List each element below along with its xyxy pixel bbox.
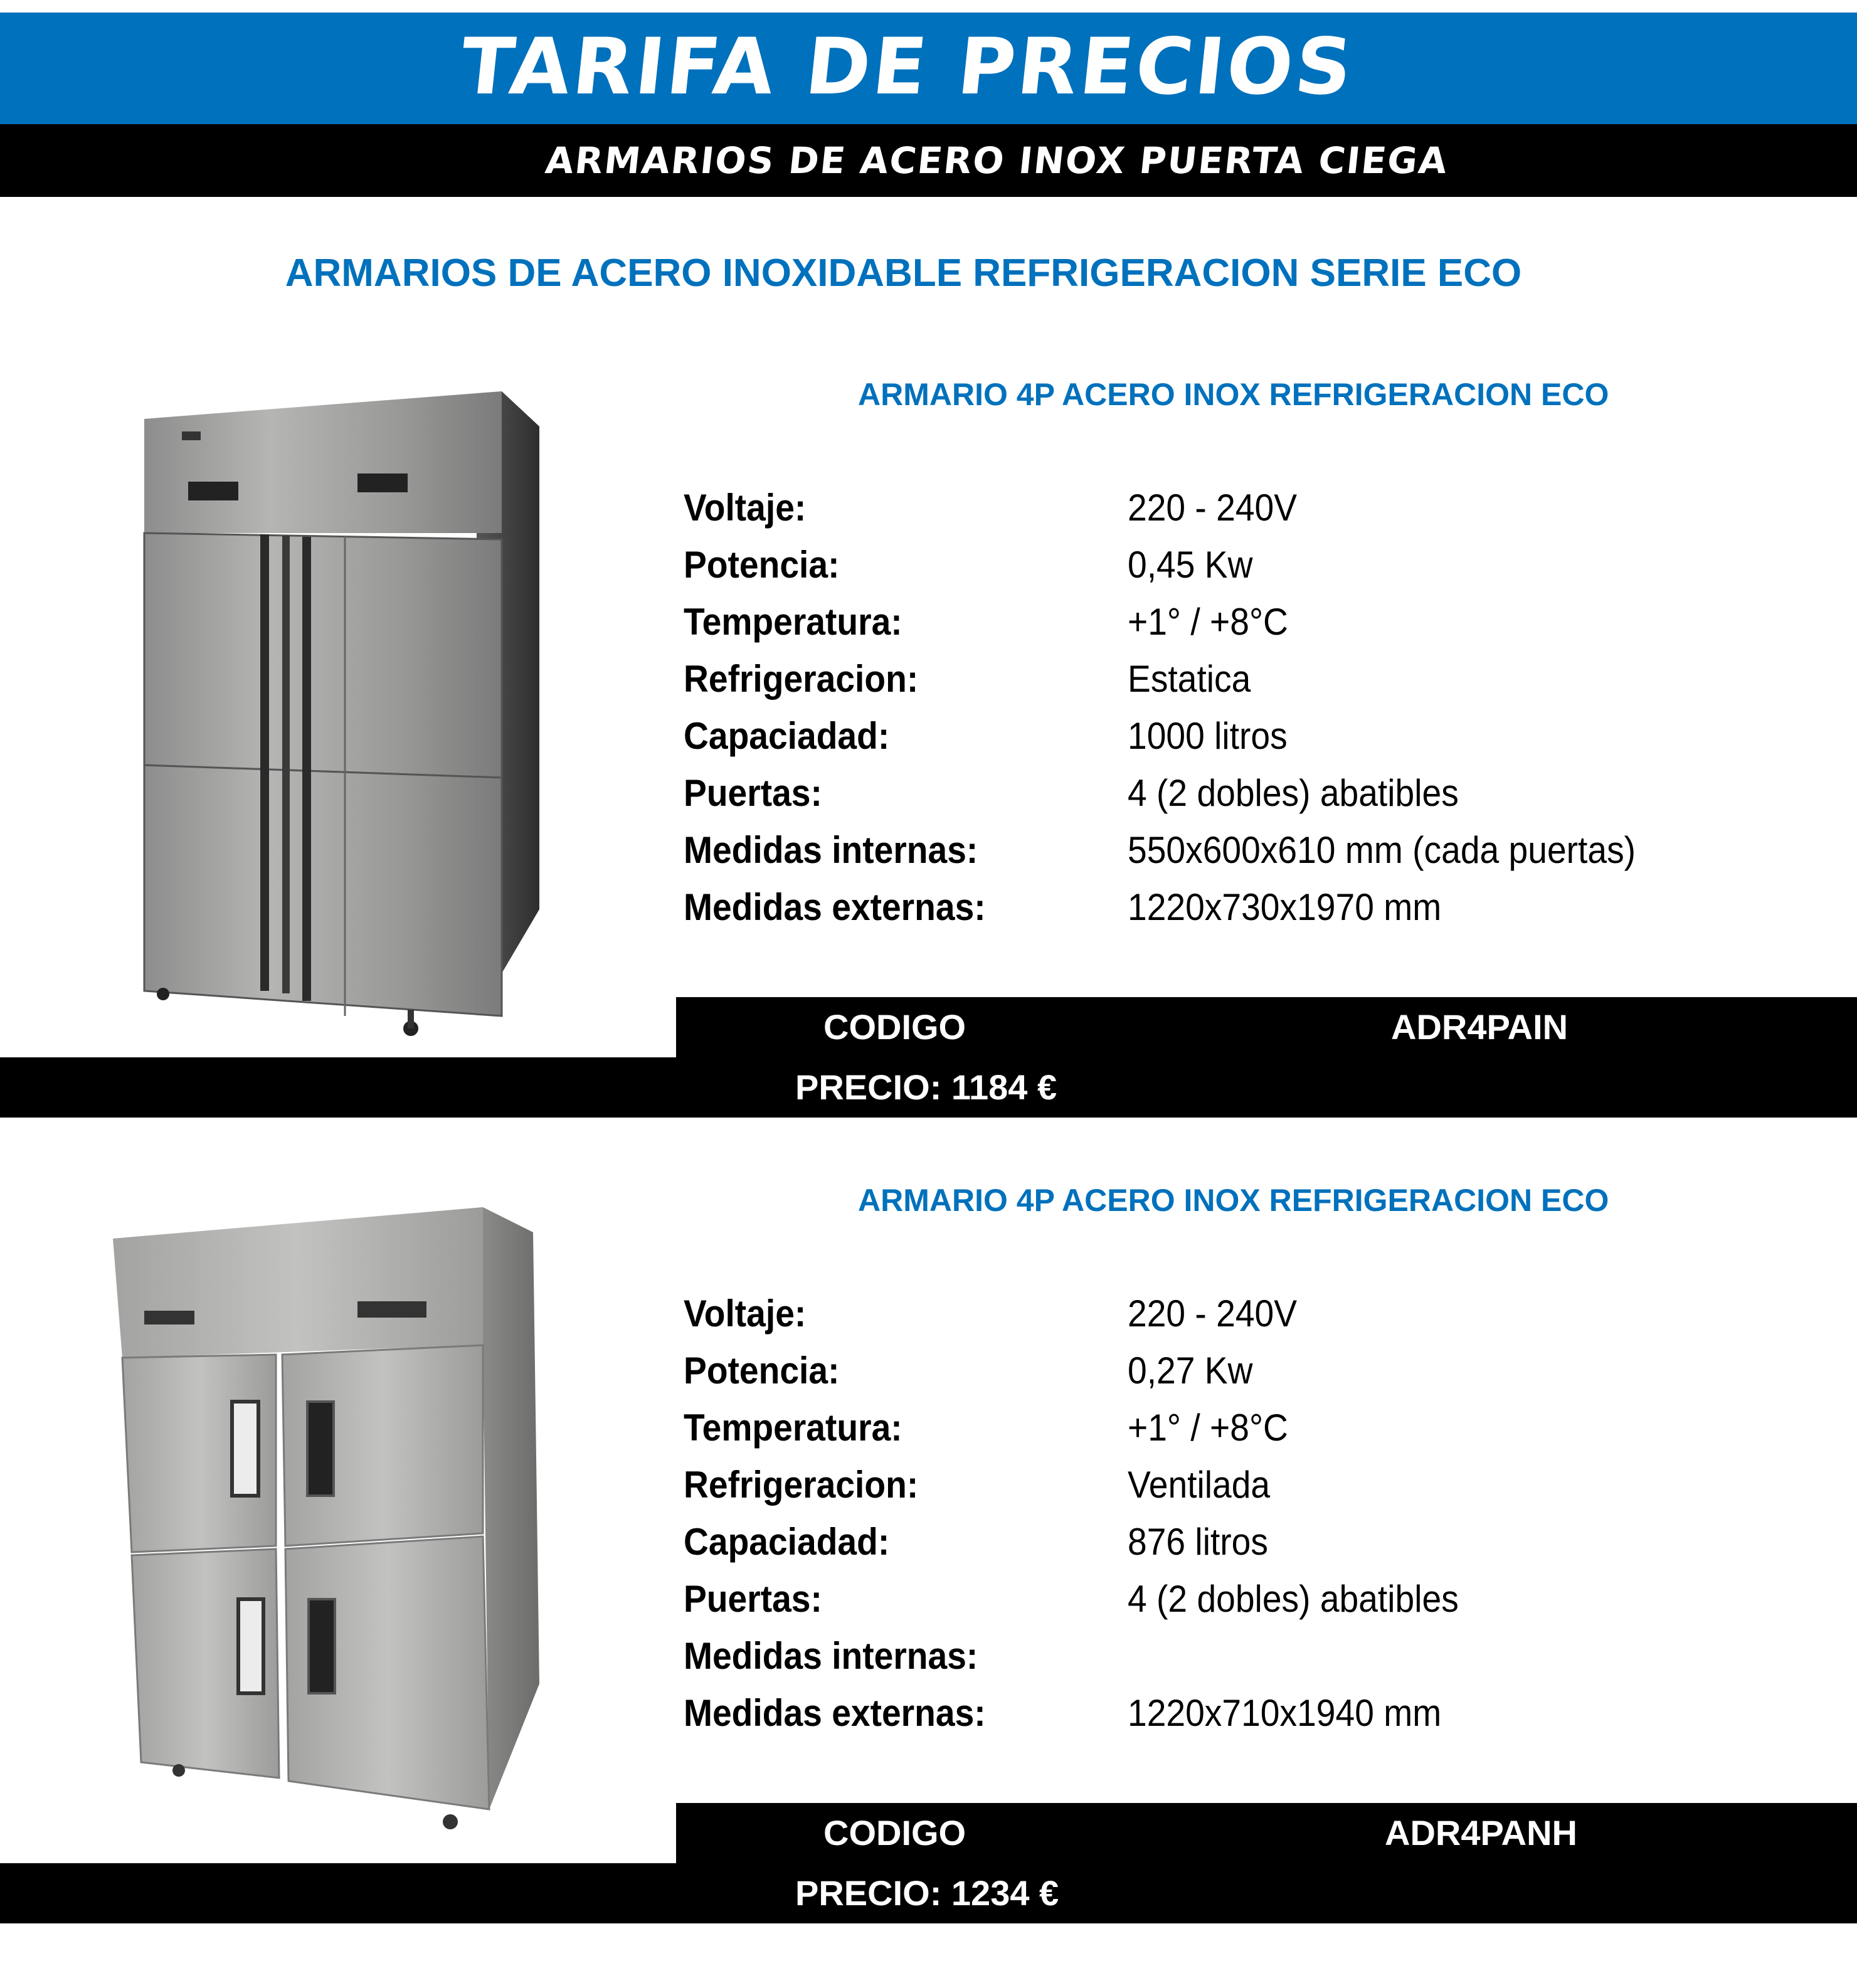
product-title: ARMARIO 4P ACERO INOX REFRIGERACION ECO: [858, 377, 1609, 412]
codigo-label: CODIGO: [823, 1813, 966, 1853]
product-image-cabinet-slim-handles: [138, 389, 552, 1054]
page-title: TARIFA DE PRECIOS: [456, 22, 1359, 112]
codigo-label: CODIGO: [823, 1007, 966, 1047]
spec-label: Puertas:: [684, 1578, 822, 1620]
spec-value: 220 - 240V: [1128, 1293, 1298, 1335]
product-card: [0, 1182, 1857, 1988]
spec-value: 550x600x610 mm (cada puertas): [1128, 829, 1636, 871]
spec-value: 4 (2 dobles) abatibles: [1128, 772, 1459, 814]
product-card: [0, 376, 1857, 1182]
spec-value: +1° / +8°C: [1128, 1407, 1288, 1449]
spec-label: Temperatura:: [684, 601, 902, 643]
spec-label: Potencia:: [684, 1350, 840, 1392]
page-subtitle: ARMARIOS DE ACERO INOX PUERTA CIEGA: [543, 139, 1451, 182]
spec-value: Estatica: [1128, 658, 1251, 700]
spec-label: Capaciadad:: [684, 715, 890, 757]
spec-label: Refrigeracion:: [684, 1464, 919, 1506]
spec-label: Voltaje:: [684, 487, 807, 529]
spec-label: Refrigeracion:: [684, 658, 919, 700]
spec-value: 1000 litros: [1128, 715, 1288, 757]
spec-value: 220 - 240V: [1128, 487, 1298, 529]
spec-value: 0,45 Kw: [1128, 544, 1253, 586]
spec-value: 4 (2 dobles) abatibles: [1128, 1578, 1459, 1620]
code-bar: [676, 997, 1857, 1057]
code-bar: [676, 1803, 1857, 1863]
spec-label: Puertas:: [684, 772, 822, 814]
spec-value: 1220x730x1970 mm: [1128, 886, 1442, 928]
spec-value: +1° / +8°C: [1128, 601, 1288, 643]
spec-label: Medidas externas:: [684, 886, 986, 928]
spec-label: Potencia:: [684, 544, 840, 586]
product-code: ADR4PANH: [1385, 1813, 1577, 1853]
spec-value: Ventilada: [1128, 1464, 1271, 1506]
price-bar: [0, 1863, 1857, 1923]
spec-value: 876 litros: [1128, 1521, 1268, 1563]
spec-label: Medidas internas:: [684, 829, 978, 871]
spec-value: 0,27 Kw: [1128, 1350, 1253, 1392]
product-code: ADR4PAIN: [1391, 1007, 1569, 1047]
spec-label: Medidas externas:: [684, 1692, 986, 1734]
product-image-cabinet-window-handles: [107, 1195, 546, 1859]
product-price: PRECIO: 1184 €: [795, 1067, 1057, 1107]
spec-value: 1220x710x1940 mm: [1128, 1692, 1442, 1734]
section-title: ARMARIOS DE ACERO INOXIDABLE REFRIGERACION SERIE ECO: [285, 251, 1522, 295]
spec-label: Voltaje:: [684, 1293, 807, 1335]
product-price: PRECIO: 1234 €: [795, 1873, 1059, 1913]
spec-label: Temperatura:: [684, 1407, 902, 1449]
spec-label: Medidas internas:: [684, 1635, 978, 1677]
product-title: ARMARIO 4P ACERO INOX REFRIGERACION ECO: [858, 1183, 1609, 1218]
spec-label: Capaciadad:: [684, 1521, 890, 1563]
price-bar: [0, 1057, 1857, 1118]
